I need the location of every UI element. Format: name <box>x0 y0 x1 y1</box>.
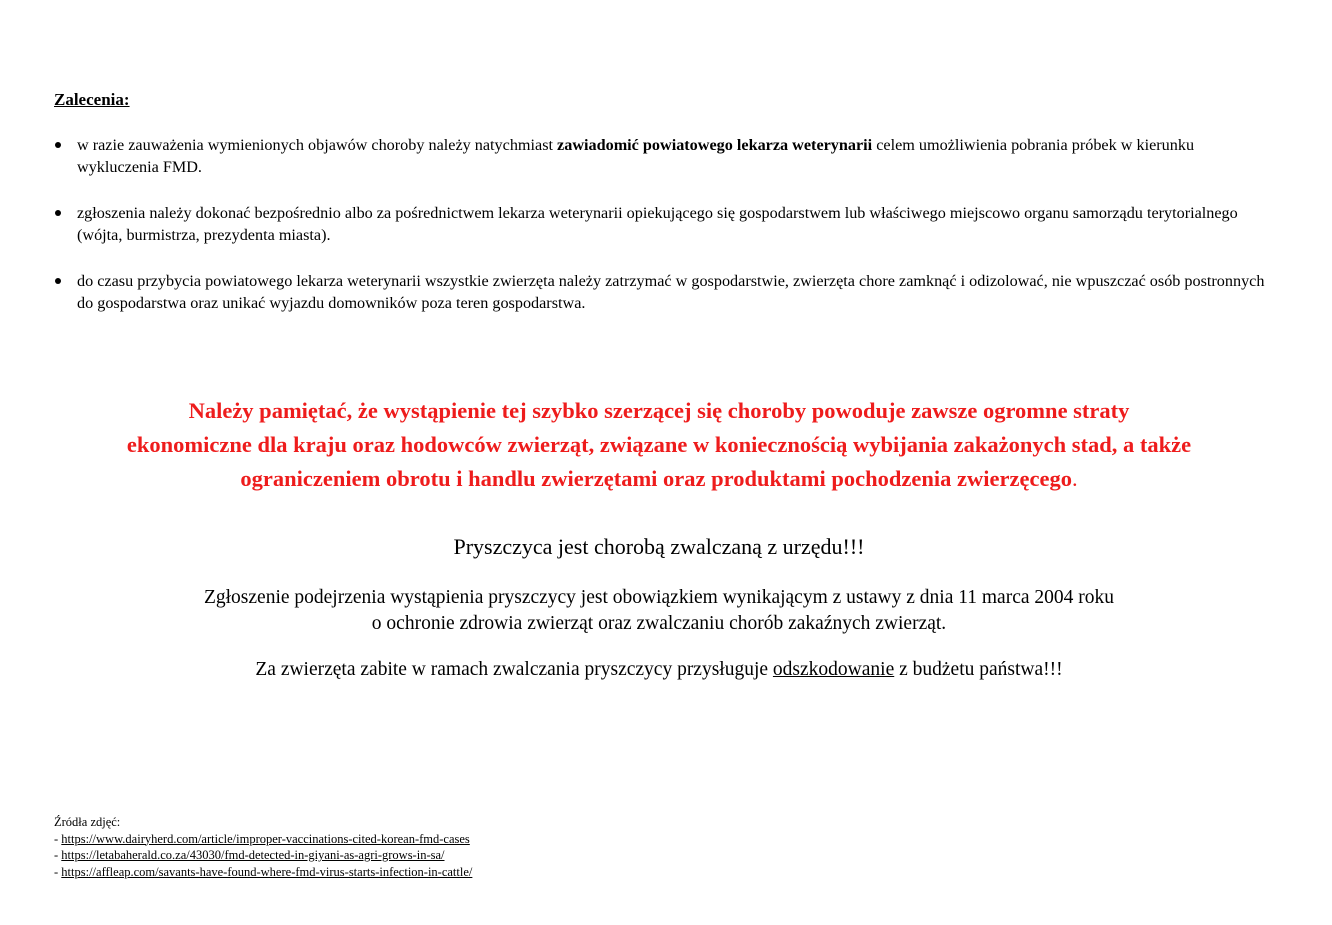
image-sources <box>54 814 472 880</box>
list-item <box>54 270 1274 314</box>
source-row <box>54 831 472 848</box>
warning-period: . <box>1071 466 1078 491</box>
source-prefix: - <box>54 848 62 862</box>
compensation-end: z budżetu państwa!!! <box>894 659 1063 680</box>
list-item <box>54 134 1274 178</box>
legal-obligation-text <box>40 585 1278 637</box>
source-prefix: - <box>54 864 62 879</box>
recommendations-heading: Zalecenia: <box>54 90 130 109</box>
source-row <box>54 864 472 881</box>
source-link[interactable]: https://affleap.com/savants-have-found-where-fmd-virus-starts-infection-in-cattle/ <box>61 864 473 879</box>
compensation-underlined: odszkodowanie <box>772 659 895 680</box>
warning-line <box>40 462 1278 496</box>
warning-line: ekonomiczne dla kraju oraz hodowców zwierząt, związane w koniecznością wybijania zakażonych stad, a także <box>126 432 1192 457</box>
warning-line-text: ograniczeniem obrotu i handlu zwierzętami oraz produktami pochodzenia zwierzęcego <box>240 466 1072 491</box>
sources-title: Źródła zdjęć: <box>54 815 121 829</box>
recommendations-list <box>54 134 1274 338</box>
bullet-icon <box>55 142 61 148</box>
list-item <box>54 202 1274 246</box>
economic-loss-warning <box>40 394 1278 496</box>
source-prefix: - <box>54 831 62 846</box>
compensation-start: Za zwierzęta zabite w ramach zwalczania pryszczycy przysługuje <box>255 659 773 680</box>
bullet-text-start: w razie zauważenia wymienionych objawów choroby należy natychmiast <box>77 136 558 154</box>
compensation-text <box>40 657 1278 683</box>
warning-line: Należy pamiętać, że wystąpienie tej szybko szerzącej się choroby powoduje zawsze ogromne straty <box>188 398 1130 423</box>
law-line: o ochronie zdrowia zwierząt oraz zwalczaniu chorób zakaźnych zwierząt. <box>371 613 947 634</box>
bullet-text-end: celem umożliwienia pobrania próbek w kierunku wykluczenia FMD. <box>77 136 1195 176</box>
bullet-icon <box>55 210 61 216</box>
bullet-text-bold: zawiadomić powiatowego lekarza weterynarii <box>557 136 873 154</box>
official-disease-statement: Pryszczyca jest chorobą zwalczaną z urzędu!!! <box>453 534 865 559</box>
source-link[interactable]: https://letabaherald.co.za/43030/fmd-detected-in-giyani-as-agri-grows-in-sa/ <box>61 848 445 862</box>
law-line: Zgłoszenie podejrzenia wystąpienia pryszczycy jest obowiązkiem wynikającym z ustawy z dnia 11 marca 2004 roku <box>203 587 1115 608</box>
bullet-icon <box>55 278 61 284</box>
source-row <box>54 847 472 864</box>
source-link[interactable]: https://www.dairyherd.com/article/improper-vaccinations-cited-korean-fmd-cases <box>61 831 470 846</box>
bullet-text: zgłoszenia należy dokonać bezpośrednio albo za pośrednictwem lekarza weterynarii opiekującego się gospodarstwem lub właściwego miejscowo organu samorządu terytorialnego (wójta, burmistrza, prezydenta miasta). <box>77 204 1238 244</box>
bullet-text: do czasu przybycia powiatowego lekarza weterynarii wszystkie zwierzęta należy zatrzymać w gospodarstwie, zwierzęta chore zamknąć i odizolować, nie wpuszczać osób postronnych do gospodarstwa oraz unikać wyjazdu domowników poza teren gospodarstwa. <box>77 272 1265 312</box>
